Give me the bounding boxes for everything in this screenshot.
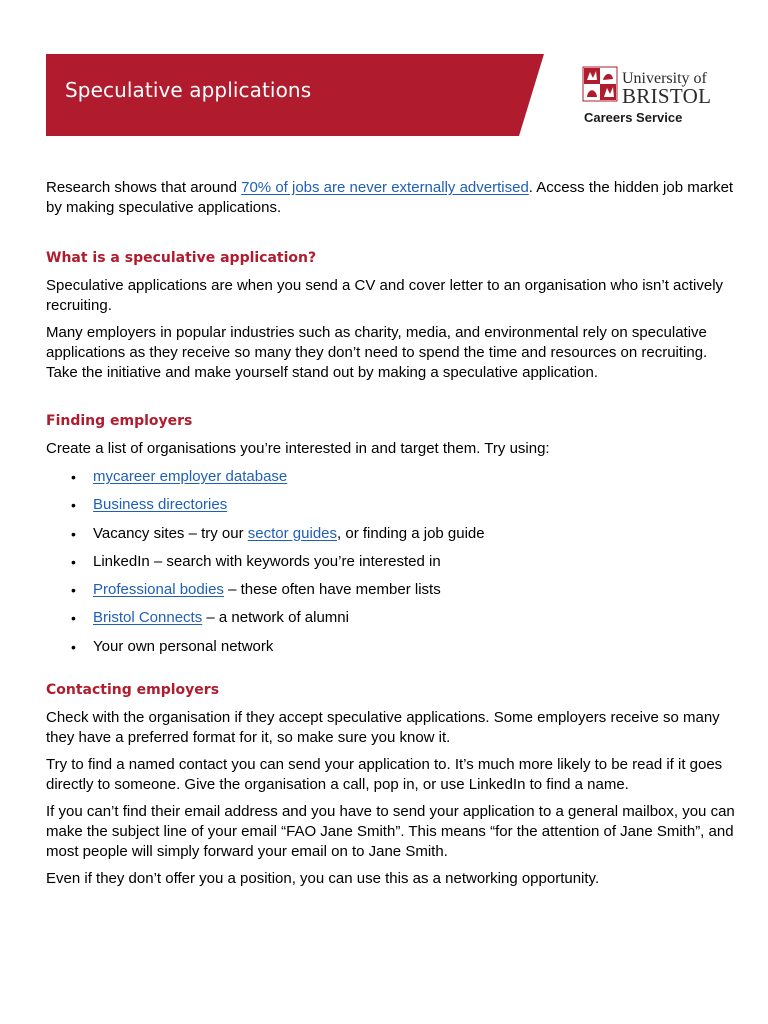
business-directories-link[interactable]: Business directories xyxy=(93,496,228,514)
what-paragraph-1: Speculative applications are when you send a CV and cover letter to an organisation who isn’t actively recruiting. xyxy=(46,277,724,314)
heading-finding-employers: Finding employers xyxy=(46,413,193,429)
bristol-connects-link[interactable]: Bristol Connects xyxy=(93,609,203,627)
contacting-paragraph-2: Try to find a named contact you can send your application to. It’s much more likely to be read if it goes directly to someone. Give the organisation a call, pop in, or use LinkedIn to find a name. xyxy=(46,756,723,794)
page-header xyxy=(0,54,768,136)
list-item xyxy=(46,467,736,495)
mycareer-database-link[interactable]: mycareer employer database xyxy=(93,468,288,485)
intro-paragraph xyxy=(46,178,736,218)
contacting-paragraph-4: Even if they don’t offer you a position, you can use this as a networking opportunity. xyxy=(46,870,600,888)
bullet-icon: • xyxy=(71,469,76,485)
list-item: • LinkedIn – search with keywords you’re interested in xyxy=(71,552,441,570)
contacting-paragraph-1: Check with the organisation if they accept speculative applications. Some employers receive so many they have a preferred format for it, so make sure you know it. xyxy=(46,709,720,747)
university-name-line1: University of xyxy=(622,70,707,87)
list-item: • Professional bodies – these often have member lists xyxy=(71,581,441,599)
contacting-paragraph-3: If you can’t find their email address and you have to send your application to a general mailbox, you can make the subject line of your email “FAO Jane Smith”. This means “for the attention of Jane Smith”, and most people will simply forward your email on to Jane Smith. xyxy=(46,803,735,861)
list-item xyxy=(46,495,736,523)
intro-text-before: Research shows that around xyxy=(46,179,242,196)
bullet-icon: • xyxy=(71,525,76,542)
resources-list xyxy=(46,467,736,665)
list-item: • Your own personal network xyxy=(71,637,274,655)
list-item: • Bristol Connects – a network of alumni xyxy=(71,609,349,627)
bullet-icon: • xyxy=(71,610,76,627)
heading-contacting-employers: Contacting employers xyxy=(46,682,220,699)
heading-what-is: What is a speculative application? xyxy=(46,250,317,266)
careers-service-label: Careers Service xyxy=(584,110,683,125)
university-name-line2: BRISTOL xyxy=(622,84,712,108)
page-title: Speculative applications xyxy=(65,78,312,102)
university-logo xyxy=(582,66,712,126)
professional-bodies-link[interactable]: Professional bodies xyxy=(93,581,224,599)
intro-text-after: . Access the hidden job market by making speculative applications. xyxy=(46,179,734,216)
sector-guides-link[interactable]: sector guides xyxy=(247,524,338,542)
finding-intro: Create a list of organisations you’re interested in and target them. Try using: xyxy=(46,440,550,457)
jobs-statistic-link[interactable]: 70% of jobs are never externally advertised xyxy=(241,179,529,196)
list-item: • Vacancy sites – try our sector guides, or finding a job guide xyxy=(71,524,485,542)
document-body xyxy=(46,178,736,889)
bullet-icon: • xyxy=(71,497,76,514)
bullet-icon: • xyxy=(71,582,76,599)
bullet-icon: • xyxy=(71,638,76,655)
what-paragraph-2: Many employers in popular industries such as charity, media, and environmental rely on speculative applications as they receive so many they don’t need to spend the time and resources on recruiting. Take the initiative and make yourself stand out by making a speculative application. xyxy=(46,324,708,381)
university-crest-icon xyxy=(582,66,618,102)
bullet-icon: • xyxy=(71,553,76,570)
